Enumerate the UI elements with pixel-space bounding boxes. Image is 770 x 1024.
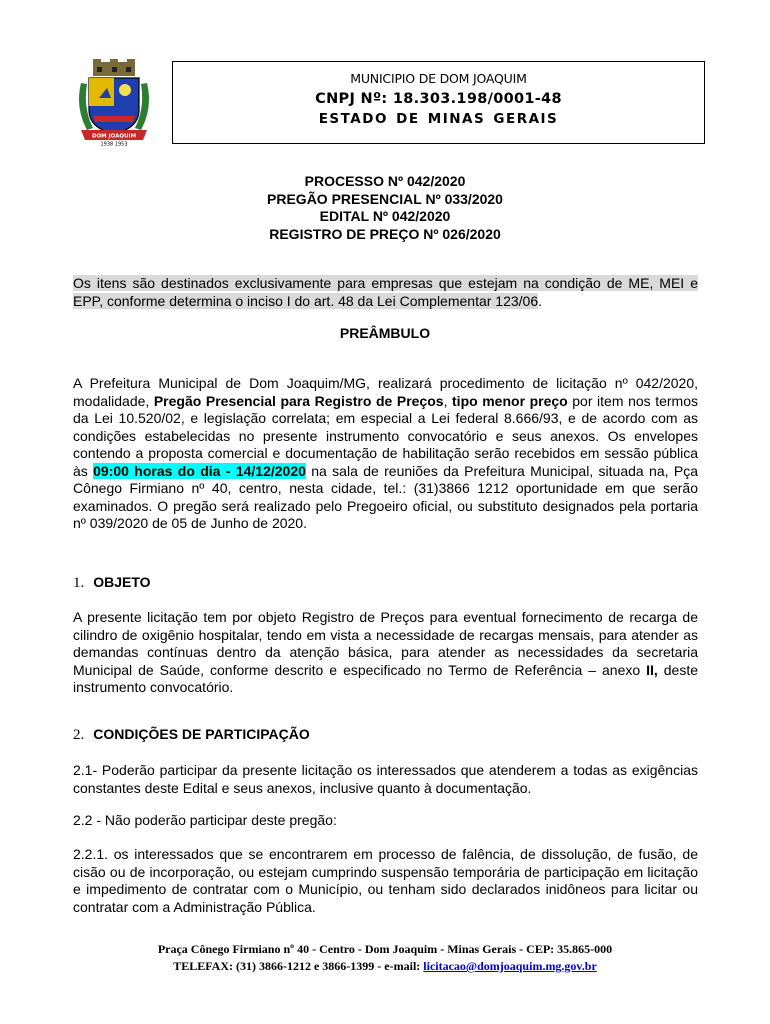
- cnpj-number: CNPJ Nº: 18.303.198/0001-48: [315, 91, 562, 107]
- section-2-title: CONDIÇÕES DE PARTICIPAÇÃO: [93, 726, 310, 742]
- objeto-bold-anexo: II,: [646, 661, 658, 678]
- processo-title: PROCESSO Nº 042/2020: [304, 173, 466, 189]
- exclusivity-end: .: [538, 292, 543, 309]
- exclusivity-highlight: Os itens são destinados exclusivamente para empresas que estejam na condição de ME, MEI e EPP, conforme determina o inciso I do art. 48 da Lei Complementar 123/06: [73, 275, 698, 309]
- municipal-coat-of-arms: [75, 58, 153, 146]
- crest-years-text: 1938 1953: [100, 141, 128, 146]
- document-titles: [0, 173, 770, 243]
- footer-email-link[interactable]: licitacao@domjoaquim.mg.gov.br: [423, 959, 597, 973]
- preambulo-heading: PREÂMBULO: [339, 325, 431, 341]
- footer-phone: TELEFAX: (31) 3866-1212 e 3866-1399 - e-mail:: [173, 959, 424, 973]
- preambulo-text-2: ,: [443, 392, 453, 409]
- letterhead-box: [172, 61, 705, 144]
- clause-2-2-1: 2.2.1. os interessados que se encontrarem em processo de falência, de dissolução, de fusão, de cisão ou de incorporação, ou estejam cumprindo suspensão temporária de participação em licitação e impedimento de contratar com o Município, ou tenham sido declarados inidôneos para licitar ou contratar com a Administração Pública.: [73, 846, 698, 915]
- footer-contact: [0, 958, 770, 975]
- municipality-name: MUNICIPIO DE DOM JOAQUIM: [350, 71, 527, 86]
- objeto-text-1: A presente licitação tem por objeto Registro de Preços para eventual fornecimento de recarga de cilindro de oxigênio hospitalar, tendo em vista a necessidade de recargas mensais, para atender as demandas contínuas dentro da atenção básica, para atender as necessidades da secretaria Municipal de Saúde, conforme descrito e especificado no Termo de Referência – anexo: [73, 609, 698, 678]
- section-2-heading: [73, 726, 310, 744]
- objeto-paragraph: [73, 609, 698, 697]
- objeto-text-2: deste instrumento convocatório.: [73, 661, 698, 695]
- preambulo-bold-modalidade: Pregão Presencial para Registro de Preços: [153, 392, 444, 409]
- pregao-title: PREGÃO PRESENCIAL Nº 033/2020: [267, 190, 503, 207]
- section-1-number: 1.: [73, 575, 85, 591]
- preambulo-bold-tipo: tipo menor preço: [452, 392, 568, 409]
- clause-2-1: 2.1- Poderão participar da presente licitação os interessados que atenderem a todas as exigências constantes deste Edital e seus anexos, inclusive quanto à documentação.: [73, 762, 698, 796]
- preambulo-text-3: por item nos termos da Lei 10.520/02, e legislação correlata; em especial a Lei federal 8.666/93, e de acordo com as condições estabelecidas no presente instrumento convocatório e seus anexos. Os envelopes contendo a proposta comercial e documentação de habilitação serão recebidos em sessão pública às: [73, 392, 698, 479]
- page-footer: [0, 941, 770, 975]
- session-date-highlight: 09:00 horas do dia - 14/12/2020: [93, 462, 306, 479]
- preambulo-paragraph: [73, 375, 698, 533]
- registro-title: REGISTRO DE PREÇO Nº 026/2020: [269, 225, 501, 242]
- preambulo-text-4: na sala de reuniões da Prefeitura Municipal, situada na, Pça Cônego Firmiano nº 40, centro, nesta cidade, tel.: (31)3866 1212 oportunidade em que serão examinados. O pregão será realizado pelo Pregoeiro oficial, ou substituto designados pela portaria nº 039/2020 de 05 de Junho de 2020.: [73, 462, 698, 531]
- section-2-number: 2.: [73, 727, 85, 743]
- footer-address: Praça Cônego Firmiano nº 40 - Centro - Dom Joaquim - Minas Gerais - CEP: 35.865-000: [157, 942, 613, 956]
- state-name: ESTADO DE MINAS GERAIS: [318, 111, 559, 127]
- edital-title: EDITAL Nº 042/2020: [319, 208, 451, 224]
- section-1-heading: [73, 574, 151, 592]
- exclusivity-notice: [73, 275, 698, 310]
- section-1-title: OBJETO: [93, 574, 151, 590]
- preambulo-text-1: A Prefeitura Municipal de Dom Joaquim/MG, realizará procedimento de licitação nº 042/2020, modalidade,: [73, 375, 698, 409]
- crest-ribbon-text: DOM JOAQUIM: [91, 133, 137, 140]
- clause-2-2: 2.2 - Não poderão participar deste pregão:: [73, 812, 337, 828]
